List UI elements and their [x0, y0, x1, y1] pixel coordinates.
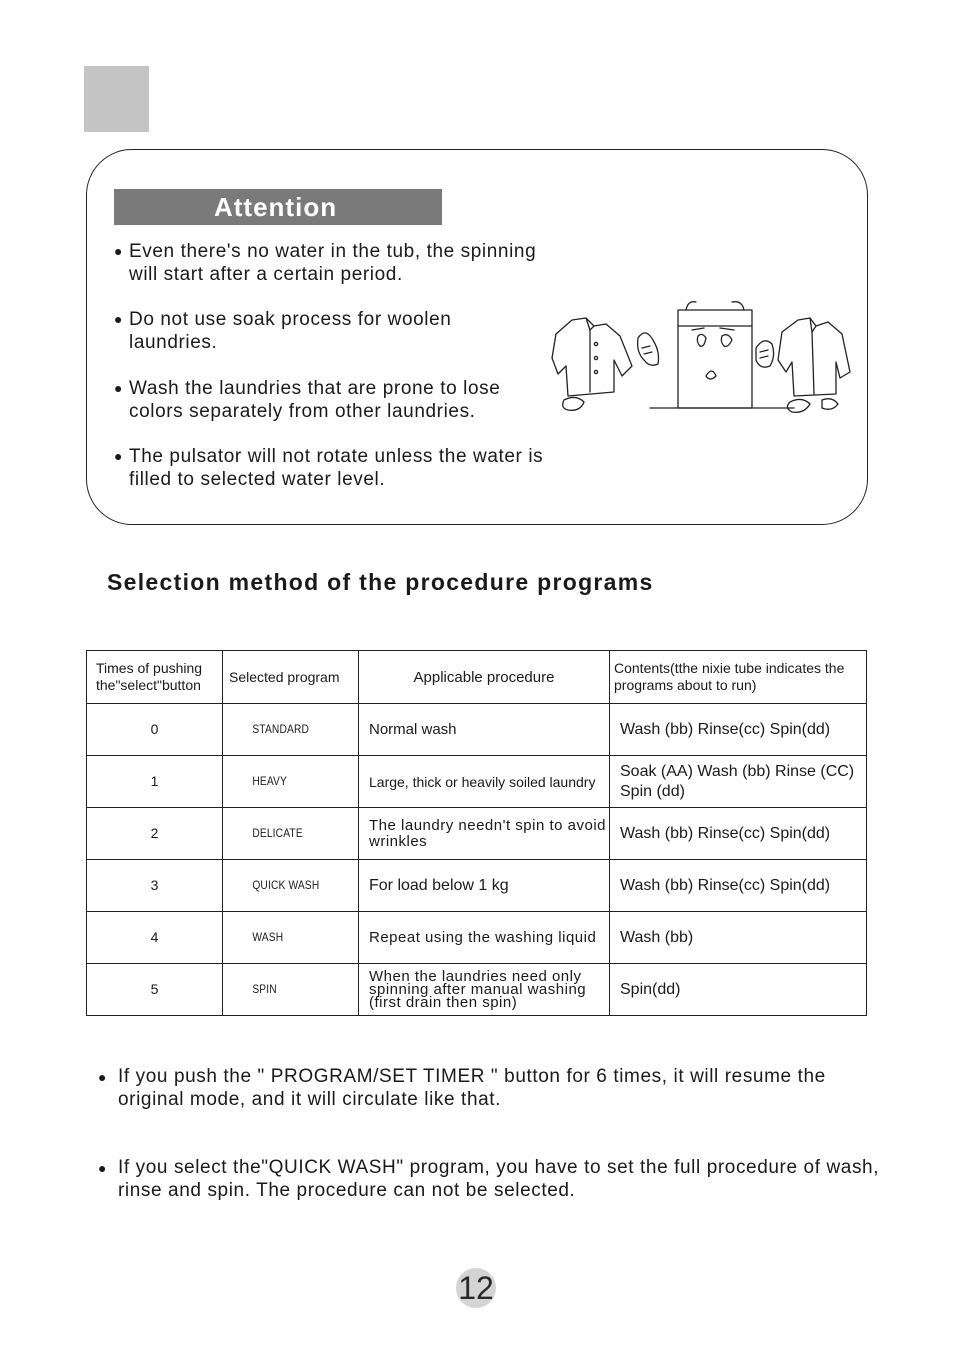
cell-program: QUICK WASH	[223, 860, 339, 912]
cell-times: 5	[87, 964, 223, 1016]
attention-title: Attention	[114, 189, 442, 225]
cell-program: HEAVY	[223, 756, 339, 808]
header-program: Selected program	[223, 651, 359, 704]
cell-program: WASH	[223, 912, 339, 964]
washing-machine-illustration	[546, 296, 856, 432]
table-row	[87, 860, 867, 912]
cell-program: SPIN	[223, 964, 339, 1016]
attention-item: ● The pulsator will not rotate unless the water is filled to selected water level.	[114, 446, 544, 490]
table-row	[87, 912, 867, 964]
cell-contents: Spin(dd)	[610, 964, 867, 1016]
cell-contents: Wash (bb) Rinse(cc) Spin(dd)	[610, 808, 867, 860]
chapter-marker	[84, 66, 149, 132]
cell-times: 3	[87, 860, 223, 912]
cell-times: 4	[87, 912, 223, 964]
bullet-icon: ●	[114, 448, 124, 464]
header-times: Times of pushing the"select"button	[87, 651, 223, 704]
attention-item: ● Do not use soak process for woolen laundries.	[114, 309, 452, 353]
program-table	[86, 650, 867, 1016]
cell-contents: Wash (bb) Rinse(cc) Spin(dd)	[610, 704, 867, 756]
bullet-icon: ●	[98, 1069, 108, 1085]
table-row	[87, 756, 867, 808]
table-row	[87, 808, 867, 860]
cell-procedure: Large, thick or heavily soiled laundry	[359, 756, 610, 808]
attention-item: ● Wash the laundries that are prone to lose colors separately from other laundries.	[114, 378, 501, 422]
table-header-row	[87, 651, 867, 704]
cell-contents: Wash (bb) Rinse(cc) Spin(dd)	[610, 860, 867, 912]
cell-times: 2	[87, 808, 223, 860]
cell-procedure: Repeat using the washing liquid	[359, 912, 610, 964]
bullet-icon: ●	[114, 311, 124, 327]
attention-item: ● Even there's no water in the tub, the spinning will start after a certain period.	[114, 241, 537, 285]
cell-procedure: When the laundries need only spinning after manual washing (first drain then spin)	[359, 964, 610, 1016]
header-procedure: Applicable procedure	[359, 651, 610, 704]
section-title: Selection method of the procedure programs	[107, 569, 654, 595]
cell-contents: Wash (bb)	[610, 912, 867, 964]
bullet-icon: ●	[98, 1160, 108, 1176]
bullet-icon: ●	[114, 380, 124, 396]
note-item: ● If you push the " PROGRAM/SET TIMER " button for 6 times, it will resume the original mode, and it will circulate like that.	[98, 1066, 826, 1110]
bullet-icon: ●	[114, 243, 124, 259]
cell-program: DELICATE	[223, 808, 339, 860]
cell-times: 0	[87, 704, 223, 756]
note-item: ● If you select the"QUICK WASH" program, you have to set the full procedure of wash, rinse and spin. The procedure can not be selected.	[98, 1157, 880, 1201]
cell-procedure: The laundry needn't spin to avoid wrinkles	[359, 808, 610, 860]
cell-times: 1	[87, 756, 223, 808]
page-number: 12	[456, 1268, 496, 1308]
header-contents: Contents(tthe nixie tube indicates the programs about to run)	[610, 651, 867, 704]
cell-procedure: For load below 1 kg	[359, 860, 610, 912]
table-row	[87, 704, 867, 756]
cell-procedure: Normal wash	[359, 704, 610, 756]
cell-program: STANDARD	[223, 704, 339, 756]
cell-contents: Soak (AA) Wash (bb) Rinse (CC) Spin (dd)	[610, 756, 867, 808]
table-row	[87, 964, 867, 1016]
